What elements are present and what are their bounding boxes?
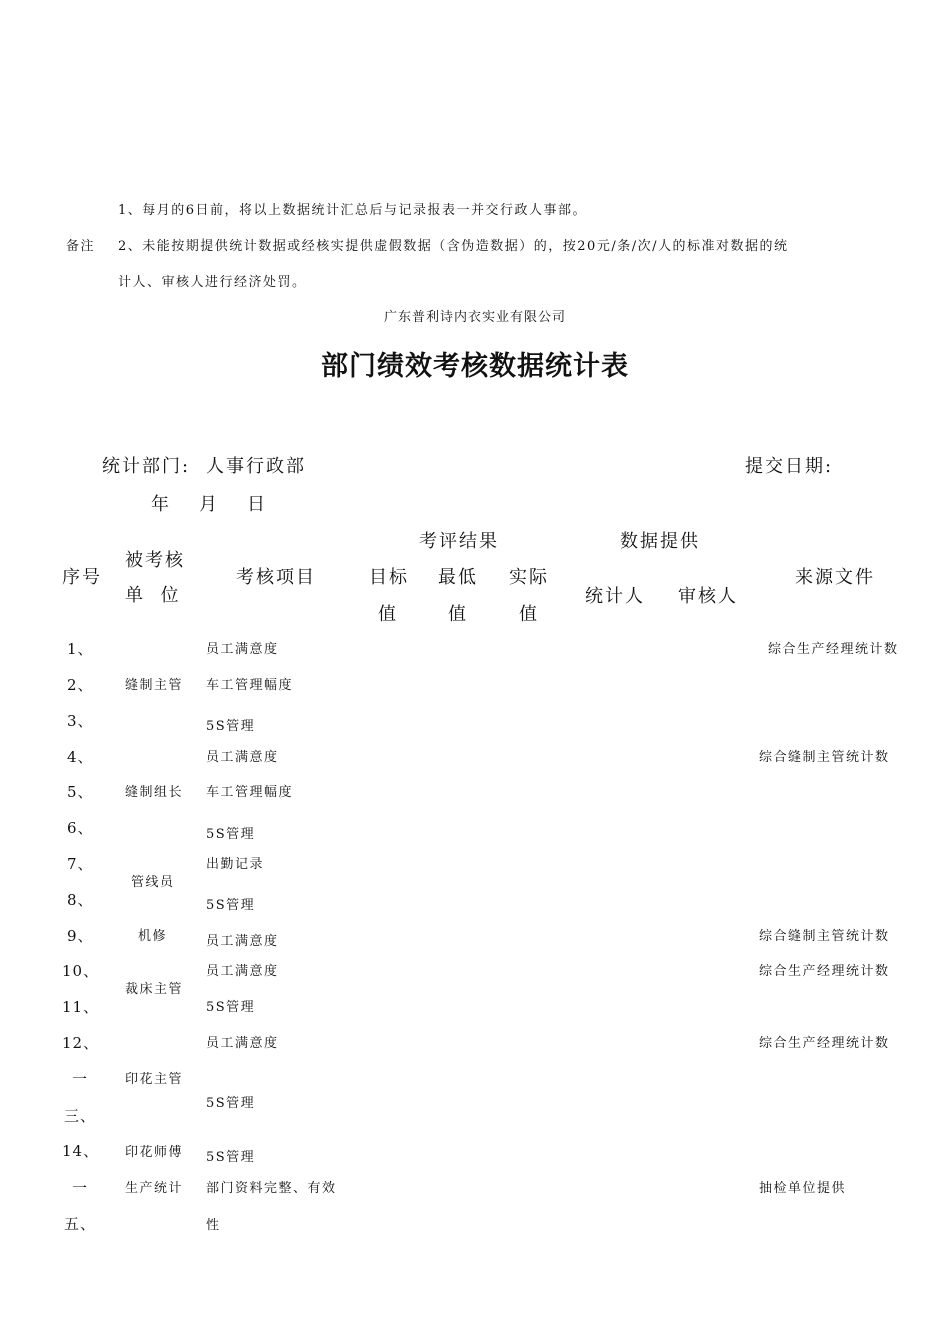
seq-number: 5、 xyxy=(67,783,94,801)
unit-name: 印花主管 xyxy=(125,1072,184,1087)
date-month: 月 xyxy=(199,494,219,515)
seq-number: 7、 xyxy=(67,855,94,873)
item-name: 5S管理 xyxy=(206,719,256,734)
seq-number: 3、 xyxy=(67,712,94,730)
item-name: 员工满意度 xyxy=(206,1036,279,1051)
unit-name: 缝制组长 xyxy=(125,785,184,800)
header-target-2: 值 xyxy=(378,604,398,625)
item-name: 员工满意度 xyxy=(206,964,279,979)
item-name: 出勤记录 xyxy=(206,857,265,872)
header-eval-group: 考评结果 xyxy=(419,531,499,552)
source-doc: 综合生产经理统计数 xyxy=(759,964,890,979)
seq-number: 4、 xyxy=(67,748,94,766)
header-target-1: 目标 xyxy=(369,567,409,588)
unit-name: 缝制主管 xyxy=(125,678,184,693)
dept-label: 统计部门: xyxy=(102,456,191,477)
date-year: 年 xyxy=(151,494,171,515)
seq-number: 6、 xyxy=(67,819,94,837)
header-item: 考核项目 xyxy=(236,567,316,588)
note-line-3: 计人、审核人进行经济处罚。 xyxy=(118,275,307,290)
seq-number: 一 xyxy=(72,1179,89,1197)
item-name: 车工管理幅度 xyxy=(206,678,294,693)
item-name: 5S管理 xyxy=(206,827,256,842)
header-min-2: 值 xyxy=(448,604,468,625)
header-seq: 序号 xyxy=(62,567,102,588)
item-name: 员工满意度 xyxy=(206,934,279,949)
header-min-1: 最低 xyxy=(438,567,478,588)
source-doc: 抽检单位提供 xyxy=(759,1181,847,1196)
seq-number: 1、 xyxy=(67,640,94,658)
item-name: 5S管理 xyxy=(206,1150,256,1165)
seq-number: 2、 xyxy=(67,676,94,694)
unit-name: 管线员 xyxy=(131,875,175,890)
seq-number: 8、 xyxy=(67,891,94,909)
note-line-1: 1、每月的6日前，将以上数据统计汇总后与记录报表一并交行政人事部。 xyxy=(118,203,588,218)
unit-name: 生产统计 xyxy=(125,1181,184,1196)
company-name: 广东普利诗内衣实业有限公司 xyxy=(383,310,566,325)
seq-number: 三、 xyxy=(64,1107,97,1125)
date-label: 提交日期: xyxy=(745,456,834,477)
seq-number: 一 xyxy=(72,1070,89,1088)
seq-number: 五、 xyxy=(64,1215,97,1233)
seq-number: 12、 xyxy=(62,1034,100,1052)
note-line-2: 2、未能按期提供统计数据或经核实提供虚假数据（含伪造数据）的，按20元/条/次/人的标准对数据的统 xyxy=(118,239,789,254)
source-doc: 综合生产经理统计数 xyxy=(759,1036,890,1051)
header-actual-2: 值 xyxy=(519,604,539,625)
seq-number: 14、 xyxy=(62,1142,100,1160)
item-name: 5S管理 xyxy=(206,1096,256,1111)
header-actual-1: 实际 xyxy=(509,567,549,588)
header-unit-1: 被考核 xyxy=(125,550,185,571)
header-source: 来源文件 xyxy=(795,567,875,588)
header-data-group: 数据提供 xyxy=(620,531,700,552)
item-name: 部门资料完整、有效 xyxy=(206,1181,337,1196)
seq-number: 9、 xyxy=(67,927,94,945)
item-name: 员工满意度 xyxy=(206,642,279,657)
item-name: 5S管理 xyxy=(206,898,256,913)
header-stat-person: 统计人 xyxy=(585,586,645,607)
source-doc: 综合缝制主管统计数 xyxy=(759,750,890,765)
dept-value: 人事行政部 xyxy=(206,456,306,477)
unit-name: 机修 xyxy=(138,929,168,944)
note-label: 备注 xyxy=(66,239,96,254)
seq-number: 10、 xyxy=(62,962,100,980)
header-unit-2: 单 位 xyxy=(125,585,181,606)
item-name: 车工管理幅度 xyxy=(206,785,294,800)
unit-name: 裁床主管 xyxy=(125,982,184,997)
source-doc: 综合缝制主管统计数 xyxy=(759,929,890,944)
item-name: 性 xyxy=(206,1218,221,1233)
header-reviewer: 审核人 xyxy=(678,586,738,607)
date-day: 日 xyxy=(247,494,267,515)
item-name: 员工满意度 xyxy=(206,750,279,765)
source-doc: 综合生产经理统计数 xyxy=(768,642,899,657)
seq-number: 11、 xyxy=(62,998,100,1016)
item-name: 5S管理 xyxy=(206,1000,256,1015)
page-title: 部门绩效考核数据统计表 xyxy=(321,351,629,382)
unit-name: 印花师傅 xyxy=(125,1145,184,1160)
